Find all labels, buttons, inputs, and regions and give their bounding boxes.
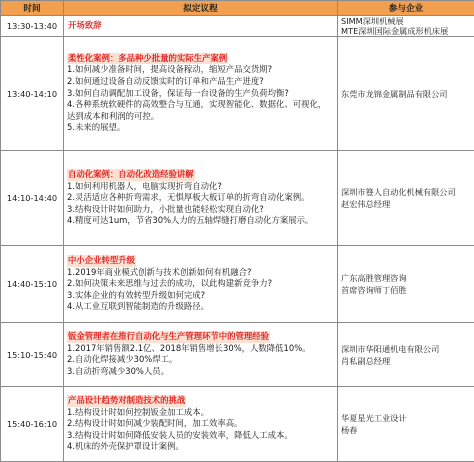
time-cell: 15:10-15:40 [1, 323, 64, 387]
agenda-topic: 开场致辞 [67, 20, 103, 32]
time-cell: 13:30-13:40 [1, 16, 64, 37]
agenda-line: 4.机床的外壳保护罩设计案例。 [67, 441, 334, 453]
time-cell: 14:40-15:10 [1, 246, 64, 323]
header-party: 参与企业 [338, 1, 474, 16]
agenda-cell [64, 246, 338, 323]
agenda-line: 3.自动折弯减少30%人员。 [67, 366, 334, 378]
agenda-cell [64, 37, 338, 151]
time-cell: 15:40-16:10 [1, 387, 64, 462]
party-cell [338, 323, 474, 387]
agenda-line: 4.精度可达1um，节省30%人力的五轴焊缝打磨自动化方案展示。 [67, 215, 334, 227]
party-line: 深圳市华阳通机电有限公司 [341, 343, 471, 355]
header-row [1, 1, 474, 16]
agenda-line: 5.未来的展望。 [67, 122, 334, 134]
agenda-line: 1.2019年商业模式创新与技术创新如何有机融合? [67, 267, 334, 279]
agenda-line: 2.结构设计时如何减少装配时间，加工效率高。 [67, 418, 334, 430]
party-line: 华夏星光工业设计 [341, 412, 471, 424]
party-line: 杨春 [341, 424, 471, 436]
party-line: MTE深圳国际金属成形机床展 [341, 26, 471, 36]
agenda-cell [64, 151, 338, 246]
party-line: 首席咨询师丁佰胜 [341, 284, 471, 296]
agenda-line: 3.结构设计时如何降低安装人员的安装效率，降低人工成本。 [67, 430, 334, 442]
party-line: 深圳市簦人自动化机械有限公司 [341, 186, 471, 198]
party-cell [338, 151, 474, 246]
party-line: 肖私副总经理 [341, 355, 471, 367]
agenda-topic: 柔性化案例：多品种少批量的实际生产案例 [67, 53, 228, 65]
agenda-topic: 产品设计趋势对制造技术的挑战 [67, 395, 186, 407]
agenda-line: 2.灵活适应各种折弯需求，无惧厚板大板订单的折弯自动化案例。 [67, 192, 334, 204]
time-cell: 13:40-14:10 [1, 37, 64, 151]
agenda-topic: 中小企业转型升级 [67, 255, 136, 267]
agenda-topic: 自动化案例：自动化改造经验讲解 [67, 169, 195, 181]
party-line: 赵宏伟总经理 [341, 198, 471, 210]
header-time: 时间 [1, 1, 64, 16]
agenda-line: 1.如何利用机器人，电脑实现折弯自动化? [67, 181, 334, 193]
agenda-line: 2.自动化焊接减少30%焊工。 [67, 354, 334, 366]
party-cell [338, 37, 474, 151]
party-cell [338, 387, 474, 462]
party-line: SIMM深圳机械展 [341, 16, 471, 26]
agenda-cell [64, 16, 338, 37]
table-row [1, 246, 474, 323]
agenda-line: 3.结构设计时如何助力，小批量也能轻松实现自动化? [67, 204, 334, 216]
table-row [1, 151, 474, 246]
agenda-cell [64, 323, 338, 387]
agenda-line: 4.各种系统软硬件的高效整合与互通，实现智能化、数据化、可视化，达到成本和利润的可控。 [67, 99, 334, 122]
agenda-line: 2.如何决策未来思维与过去的成功，以此构建新竞争力? [67, 278, 334, 290]
agenda-topic: 钣金管理者在推行自动化与生产管理环节中的管理经验 [67, 331, 270, 343]
table-row [1, 387, 474, 462]
party-line: 广东高胜管理咨询 [341, 272, 471, 284]
agenda-line: 1.2017年销售额2.1亿、2018年销售增长30%，人数降低10%。 [67, 343, 334, 355]
time-cell: 14:10-14:40 [1, 151, 64, 246]
agenda-cell [64, 387, 338, 462]
agenda-line: 2.如何通过设备自动反馈实时的订单和产品生产进度? [67, 76, 334, 88]
header-agenda: 拟定议程 [64, 1, 338, 16]
agenda-line: 4.从工业互联到智能制造的升级路径。 [67, 301, 334, 313]
party-line: 东莞市龙锦金属制品有限公司 [341, 88, 471, 100]
agenda-line: 3.如何自动调配加工设备，保证每一台设备的生产负荷均衡? [67, 88, 334, 100]
table-row [1, 37, 474, 151]
agenda-line: 3.实体企业的有效转型升级如何完成? [67, 290, 334, 302]
party-cell [338, 16, 474, 37]
agenda-line: 1.结构设计时如何控制钣金加工成本。 [67, 407, 334, 419]
table-row [1, 323, 474, 387]
party-cell [338, 246, 474, 323]
table-row [1, 16, 474, 37]
agenda-line: 1.如何减少准备时间，提高设备稼动，缩短产品交货期? [67, 64, 334, 76]
